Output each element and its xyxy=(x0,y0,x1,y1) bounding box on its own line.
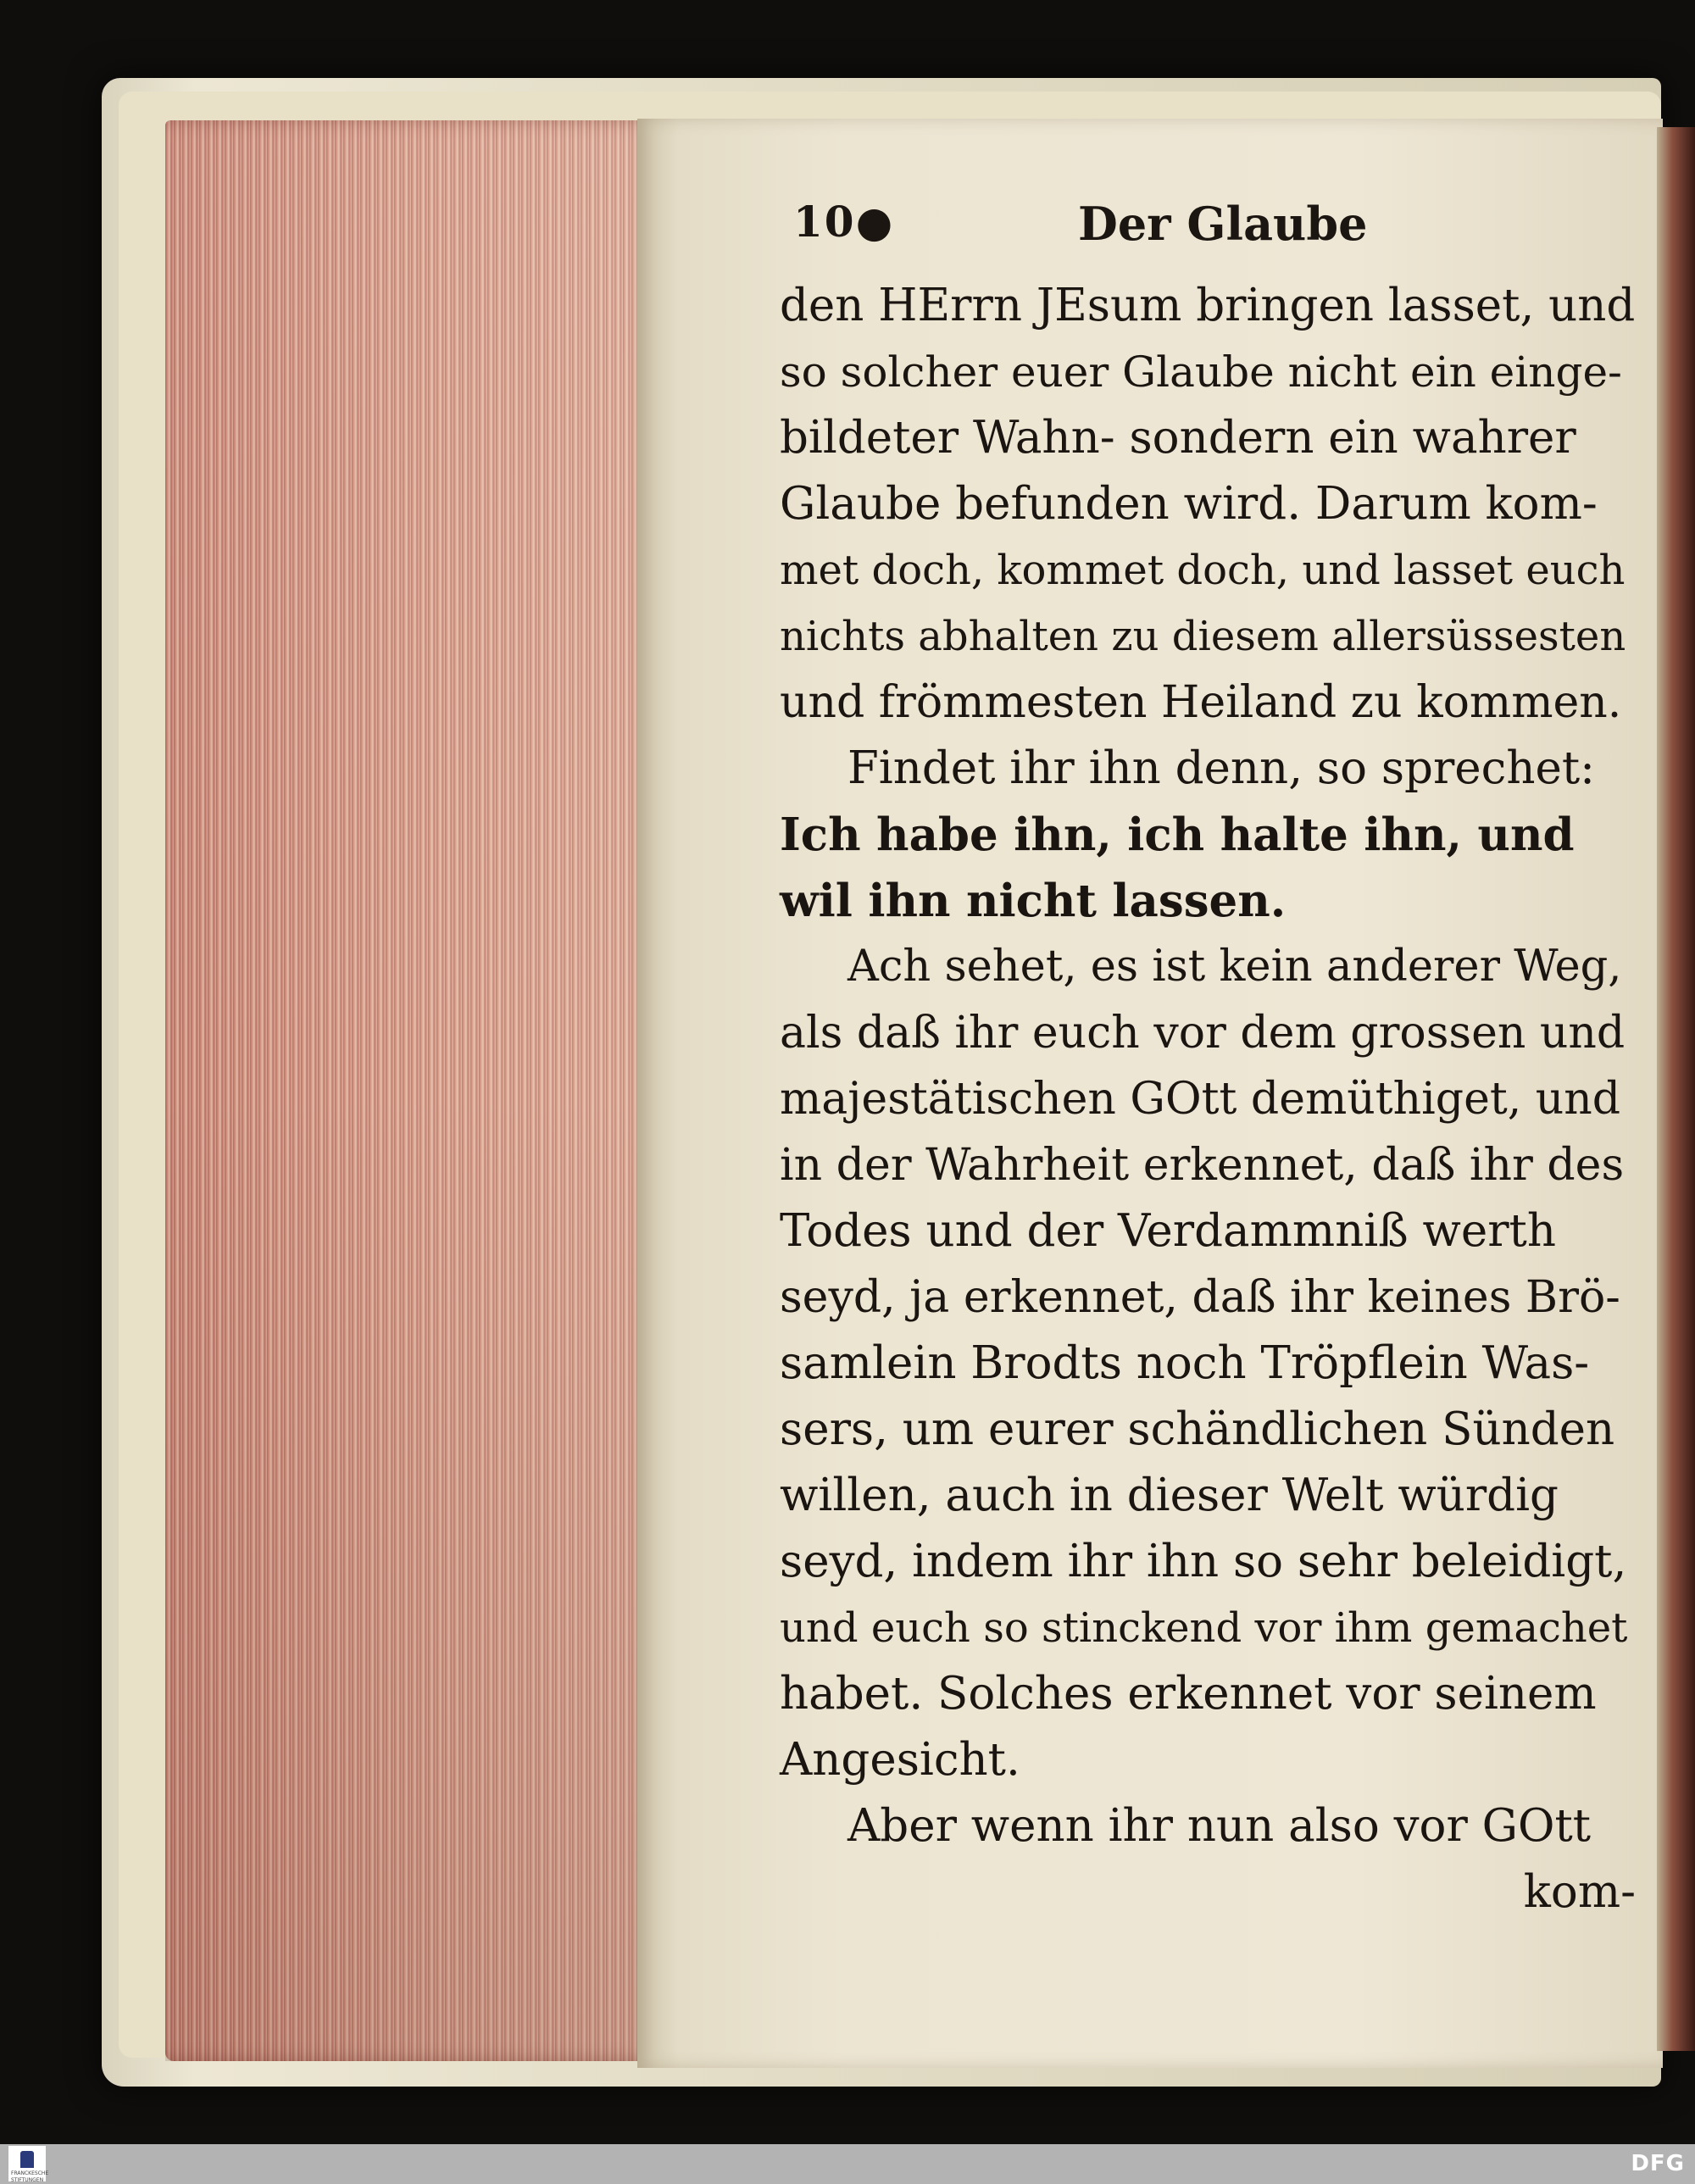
running-head xyxy=(793,197,1641,256)
body-text xyxy=(780,273,1636,1926)
text-line: und euch so stinckend vor ihm gemachet xyxy=(780,1604,1628,1652)
text-line: samlein Brodts noch Tröpflein Was- xyxy=(780,1337,1590,1389)
text-line: met doch, kommet doch, und lasset euch xyxy=(780,547,1626,594)
right-page-edge xyxy=(1657,127,1695,2051)
text-line: Todes und der Verdammniß werth xyxy=(780,1205,1556,1257)
text-line: seyd, ja erkennet, daß ihr keines Brö- xyxy=(780,1272,1620,1323)
page-block-shading xyxy=(165,120,657,2061)
text-line: so solcher euer Glaube nicht ein einge- xyxy=(780,347,1622,397)
text-line: den HErrn JEsum bringen lasset, und xyxy=(780,280,1636,331)
text-line: als daß ihr euch vor dem grossen und xyxy=(780,1008,1626,1059)
text-line: bildeter Wahn- sondern ein wahrer xyxy=(780,412,1576,464)
catchword: kom- xyxy=(1523,1866,1636,1918)
text-line: wil ihn nicht lassen. xyxy=(780,875,1287,927)
text-line: in der Wahrheit erkennet, daß ihr des xyxy=(780,1140,1625,1191)
text-line: seyd, indem ihr ihn so sehr beleidigt, xyxy=(780,1536,1627,1587)
text-line: willen, auch in dieser Welt würdig xyxy=(780,1470,1559,1521)
dfg-logo[interactable]: DFG xyxy=(1631,2151,1685,2176)
text-line: und frömmesten Heiland zu kommen. xyxy=(780,677,1622,728)
text-line: habet. Solches erkennet vor seinem xyxy=(780,1668,1597,1720)
page-number: 10● xyxy=(793,197,895,247)
text-line: Findet ihr ihn denn, so sprechet: xyxy=(848,742,1596,794)
text-line: majestätischen GOtt demüthiget, und xyxy=(780,1074,1621,1125)
running-title: Der Glaube xyxy=(1078,197,1368,251)
text-line: Ach sehet, es ist kein anderer Weg, xyxy=(848,942,1622,992)
text-line: Aber wenn ihr nun also vor GOtt xyxy=(848,1800,1592,1852)
institution-logo[interactable] xyxy=(8,2146,49,2183)
text-line: sers, um eurer schändlichen Sünden xyxy=(780,1403,1615,1455)
footer-bar xyxy=(0,2144,1695,2184)
text-line: Angesicht. xyxy=(780,1734,1020,1786)
text-line: nichts abhalten zu diesem allersüssesten xyxy=(780,613,1626,660)
logo-icon xyxy=(20,2151,34,2168)
text-line: Ich habe ihn, ich halte ihn, und xyxy=(780,809,1575,861)
logo-text: FRANCKESCHE STIFTUNGEN xyxy=(11,2170,49,2183)
text-line: Glaube befunden wird. Darum kom- xyxy=(780,478,1598,530)
